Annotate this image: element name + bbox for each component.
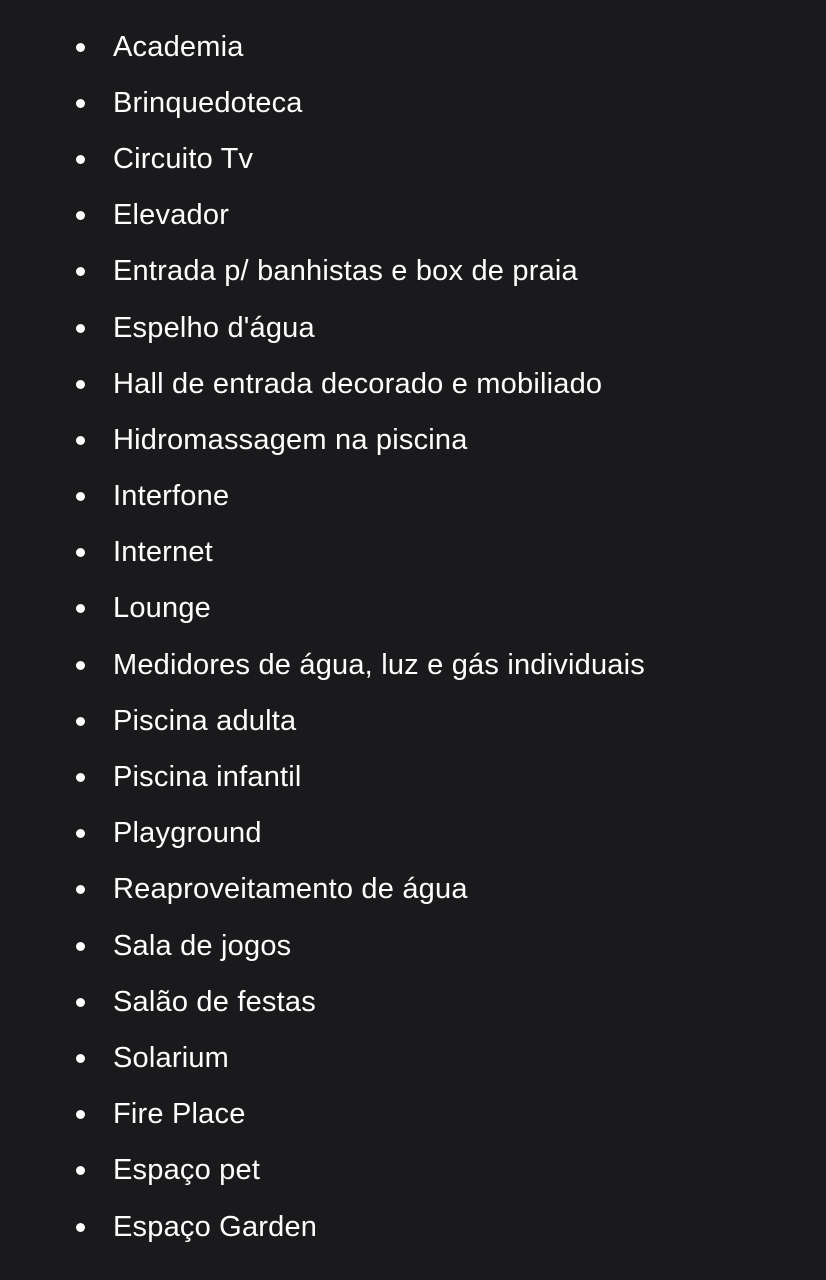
bullet-icon bbox=[76, 43, 85, 52]
list-item bbox=[0, 581, 826, 637]
list-item bbox=[0, 862, 826, 918]
list-item-label: Medidores de água, luz e gás individuais bbox=[113, 648, 645, 681]
list-item bbox=[0, 188, 826, 244]
list-item bbox=[0, 75, 826, 131]
list-item bbox=[0, 806, 826, 862]
list-item-label: Lounge bbox=[113, 592, 211, 625]
list-item-label: Interfone bbox=[113, 480, 230, 513]
list-item-label: Salão de festas bbox=[113, 985, 316, 1018]
bullet-icon bbox=[76, 773, 85, 782]
list-item-label: Entrada p/ banhistas e box de praia bbox=[113, 255, 578, 288]
bullet-icon bbox=[76, 267, 85, 276]
list-item bbox=[0, 244, 826, 300]
bullet-icon bbox=[76, 604, 85, 613]
list-item-label: Fire Place bbox=[113, 1098, 246, 1131]
bullet-icon bbox=[76, 211, 85, 220]
list-item bbox=[0, 637, 826, 693]
list-item bbox=[0, 131, 826, 187]
bullet-icon bbox=[76, 1223, 85, 1232]
list-item bbox=[0, 1143, 826, 1199]
list-item-label: Hall de entrada decorado e mobiliado bbox=[113, 367, 603, 400]
list-item-label: Playground bbox=[113, 817, 262, 850]
bullet-icon bbox=[76, 99, 85, 108]
list-item-label: Sala de jogos bbox=[113, 929, 292, 962]
list-item bbox=[0, 974, 826, 1030]
bullet-icon bbox=[76, 661, 85, 670]
list-item-label: Academia bbox=[113, 30, 244, 63]
list-item-label: Hidromassagem na piscina bbox=[113, 423, 468, 456]
list-item-label: Piscina adulta bbox=[113, 704, 297, 737]
bullet-icon bbox=[76, 324, 85, 333]
list-item-label: Brinquedoteca bbox=[113, 86, 303, 119]
list-item bbox=[0, 918, 826, 974]
list-item-label: Elevador bbox=[113, 199, 230, 232]
list-item bbox=[0, 1030, 826, 1086]
bullet-icon bbox=[76, 1110, 85, 1119]
list-item bbox=[0, 300, 826, 356]
bullet-icon bbox=[76, 436, 85, 445]
list-item bbox=[0, 469, 826, 525]
list-item-label: Espaço Garden bbox=[113, 1210, 318, 1243]
bullet-icon bbox=[76, 1166, 85, 1175]
bullet-icon bbox=[76, 885, 85, 894]
list-item-label: Espaço pet bbox=[113, 1154, 261, 1187]
bullet-icon bbox=[76, 548, 85, 557]
bullet-icon bbox=[76, 829, 85, 838]
list-item-label: Reaproveitamento de água bbox=[113, 873, 468, 906]
list-item bbox=[0, 356, 826, 412]
list-item bbox=[0, 693, 826, 749]
bullet-icon bbox=[76, 492, 85, 501]
list-item-label: Solarium bbox=[113, 1041, 230, 1074]
bullet-icon bbox=[76, 942, 85, 951]
bullet-icon bbox=[76, 155, 85, 164]
list-item bbox=[0, 749, 826, 805]
bullet-icon bbox=[76, 998, 85, 1007]
list-item bbox=[0, 525, 826, 581]
bullet-icon bbox=[76, 380, 85, 389]
list-item bbox=[0, 1199, 826, 1255]
list-item bbox=[0, 19, 826, 75]
list-item-label: Internet bbox=[113, 536, 213, 569]
list-item-label: Circuito Tv bbox=[113, 142, 254, 175]
list-item-label: Piscina infantil bbox=[113, 761, 302, 794]
bullet-icon bbox=[76, 1054, 85, 1063]
list-item bbox=[0, 412, 826, 468]
bullet-icon bbox=[76, 717, 85, 726]
list-item bbox=[0, 1087, 826, 1143]
list-item-label: Espelho d'água bbox=[113, 311, 315, 344]
